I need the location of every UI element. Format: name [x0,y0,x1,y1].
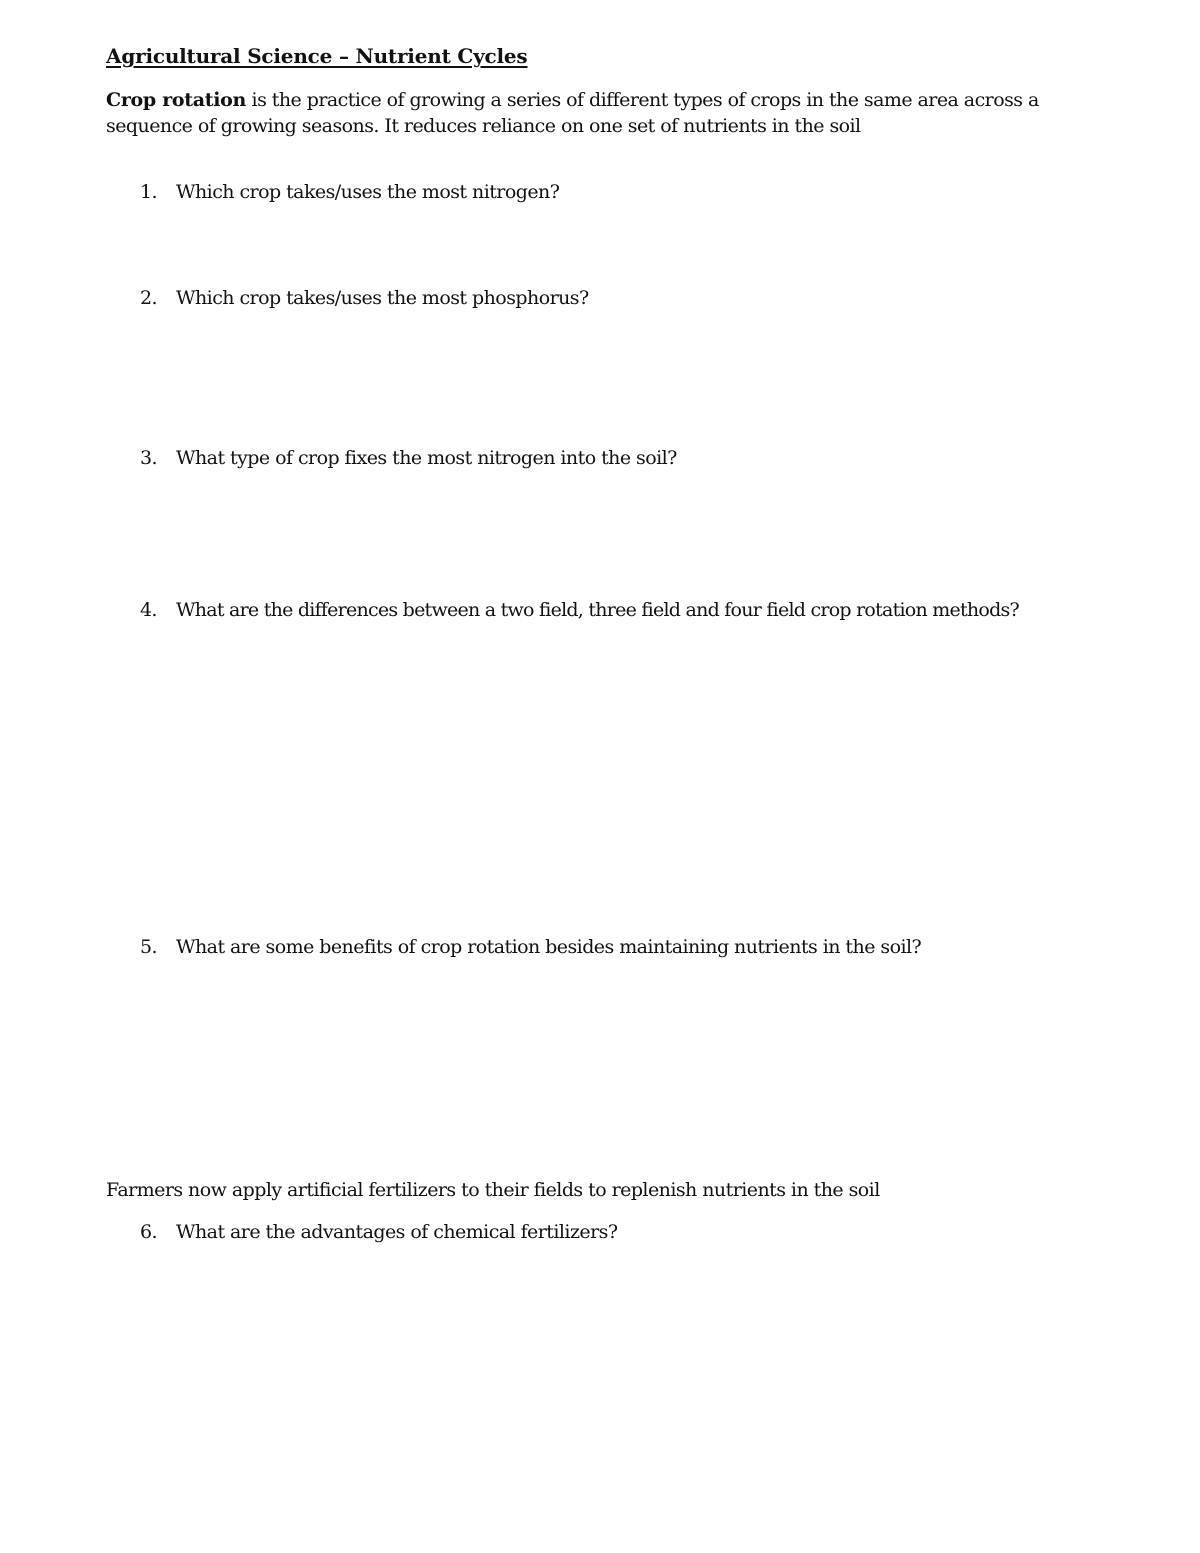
fertilizer-note: Farmers now apply artificial fertilizers to their fields to replenish nutrients in the soil [106,1179,880,1201]
question-number: 5. [140,936,158,958]
question-text: What are the differences between a two field, three field and four field crop rotation methods? [176,599,1019,621]
intro-paragraph [106,87,1066,139]
intro-text: is the practice of growing a series of different types of crops in the same area across a sequence of growing seasons. It reduces reliance on one set of nutrients in the soil [106,89,1039,137]
question-3 [140,445,677,471]
question-number: 3. [140,447,158,469]
question-number: 6. [140,1221,158,1243]
question-4 [140,597,1019,623]
page-title: Agricultural Science – Nutrient Cycles [106,44,528,68]
intro-term: Crop rotation [106,89,247,111]
question-5 [140,934,921,960]
question-1 [140,179,559,205]
question-2 [140,285,589,311]
question-number: 4. [140,599,157,621]
question-text: What type of crop fixes the most nitrogen into the soil? [176,447,677,469]
question-number: 1. [140,181,158,203]
question-text: What are some benefits of crop rotation besides maintaining nutrients in the soil? [176,936,922,958]
question-text: Which crop takes/uses the most phosphorus? [176,287,589,309]
question-text: Which crop takes/uses the most nitrogen? [176,181,560,203]
question-number: 2. [140,287,158,309]
question-text: What are the advantages of chemical fertilizers? [176,1221,618,1243]
question-6 [140,1219,617,1245]
